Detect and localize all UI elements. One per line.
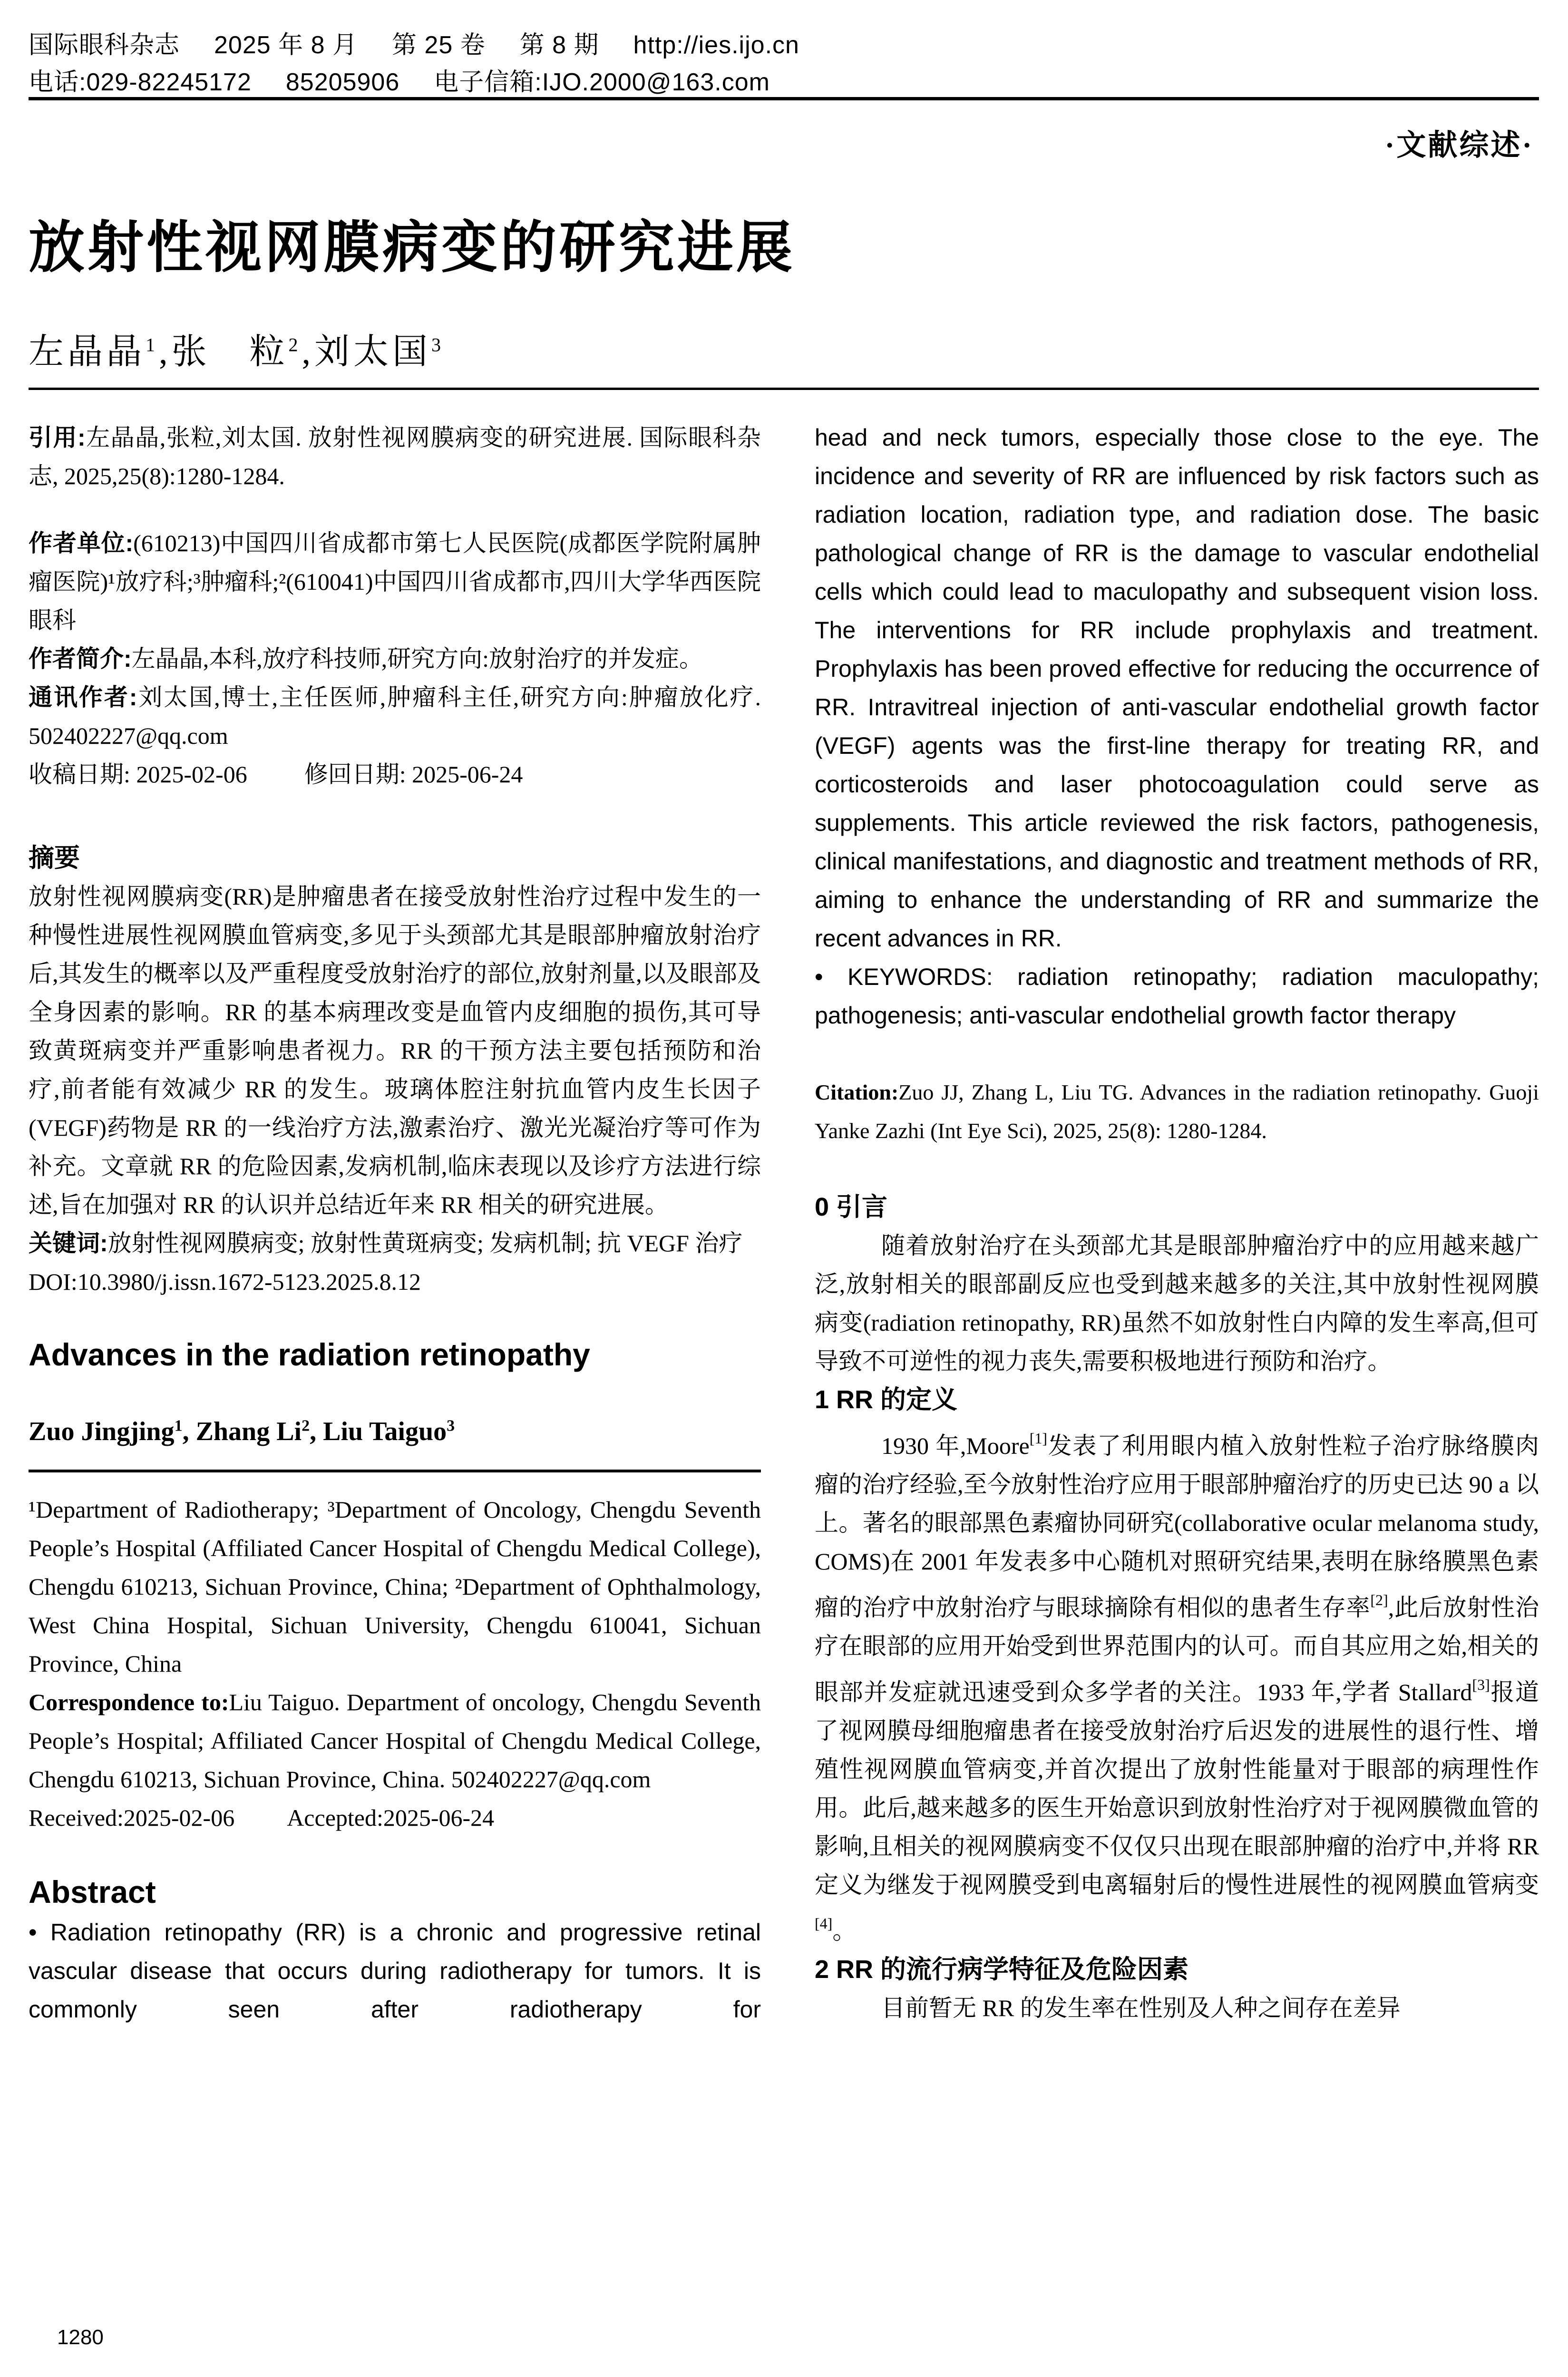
correspondence-label: Correspondence to: (29, 1689, 229, 1715)
abstract-heading-cn: 摘要 (29, 844, 80, 872)
text-run: 发表了利用眼内植入放射性粒子治疗脉络膜肉瘤的治疗经验,至今放射性治疗应用于眼部肿瘤治疗的历史已达 90 a 以上。著名的眼部黑色素瘤协同研究(collaborative ocular melanoma study, COMS)在 2001 年发表多中心随机对照研究结果,表明在脉络膜黑色素瘤的治疗中放射治疗与眼球摘除有相似的患者生存率 (815, 1432, 1539, 1621)
author-mark-en: 2 (302, 1417, 310, 1435)
author-name-en: Liu Taiguo (323, 1417, 447, 1446)
author-affiliation-mark: 3 (431, 334, 445, 356)
dates-cn (29, 755, 761, 794)
doi[interactable]: DOI:10.3980/j.issn.1672-5123.2025.8.12 (29, 1268, 421, 1295)
accepted-en: Accepted:2025-06-24 (287, 1804, 495, 1831)
received-en: Received:2025-02-06 (29, 1804, 235, 1831)
citation-en (815, 1073, 1539, 1150)
text-run: 。 (832, 1918, 857, 1944)
author-name: 刘太国 (314, 332, 431, 371)
article-title: 放射性视网膜病变的研究进展 (29, 216, 796, 279)
affiliation-en: ¹Department of Radiotherapy; ³Department of Oncology, Chengdu Seventh People’s Hospital (Affiliated Cancer Hospital of Chengdu Medical College), Chengdu 610213, Sichuan Province, China; ²Department of Ophthalmology, West China Hospital, Sichuan University, Chengdu 610041, Sichuan Province, China (29, 1496, 761, 1677)
author-name: 左晶晶 (29, 332, 146, 371)
revised-date: 修回日期: 2025-06-24 (304, 761, 523, 788)
bio-label: 作者简介: (29, 645, 132, 672)
abstract-en-continued: head and neck tumors, especially those close to the eye. The incidence and severity of RR are influenced by risk factors such as radiation location, radiation type, and radiation dose. The basic pathological change of RR is the damage to vascular endothelial cells which could lead to maculopathy and subsequent vision loss. The interventions for RR include prophylaxis and treatment. Prophylaxis has been proved effective for reducing the occurrence of RR. Intravitreal injection of anti-vascular endothelial growth factor (VEGF) agents was the first-line therapy for treating RR, and corticosteroids and laser photocoagulation could serve as supplements. This article reviewed the risk factors, pathogenesis, clinical manifestations, and diagnostic and treatment methods of RR, aiming to enhance the understanding of RR and summarize the recent advances in RR. (815, 424, 1539, 952)
running-header-line1 (29, 25, 834, 60)
epidemiology-paragraph: 目前暂无 RR 的发生率在性别及人种之间存在差异 (881, 1995, 1401, 2021)
reference-2[interactable]: [2] (1370, 1591, 1388, 1608)
keywords-cn (29, 1224, 761, 1263)
author-name-en: Zuo Jingjing (29, 1417, 175, 1446)
citation-en-text: Zuo JJ, Zhang L, Liu TG. Advances in the radiation retinopathy. Guoji Yanke Zazhi (Int Eye Sci), 2025, 25(8): 1280-1284. (815, 1080, 1539, 1143)
definition-paragraph (815, 1419, 1539, 1950)
correspondence-en (29, 1683, 761, 1799)
issue-number: 第 8 期 (519, 31, 599, 59)
author-affiliation-mark: 1 (146, 334, 159, 356)
corr-label: 通讯作者: (29, 684, 137, 711)
volume: 第 25 卷 (391, 31, 486, 59)
text-run: 报道了视网膜母细胞瘤患者在接受放射治疗后迟发的进展性的退行性、增殖性视网膜血管病变,并首次提出了放射性能量对于眼部的病理性作用。此后,越来越多的医生开始意识到放射性治疗对于视网膜微血管的影响,且相关的视网膜病变不仅仅只出现在眼部肿瘤的治疗中,并将 RR 定义为继发于视网膜受到电离辐射后的慢性进展性的视网膜血管病变 (815, 1679, 1539, 1898)
corresponding-author (29, 678, 761, 755)
phone-secondary: 85205906 (285, 68, 400, 96)
affiliation-text: (610213)中国四川省成都市第七人民医院(成都医学院附属肿瘤医院)¹放疗科;³肿瘤科;²(610041)中国四川省成都市,四川大学华西医院眼科 (29, 530, 761, 633)
text-run: 1930 年,Moore (881, 1432, 1030, 1459)
reference-1[interactable]: [1] (1029, 1430, 1048, 1447)
bio-text: 左晶晶,本科,放疗科技师,研究方向:放射治疗的并发症。 (131, 645, 703, 672)
affiliation-cn (29, 524, 761, 640)
reference-3[interactable]: [3] (1472, 1676, 1490, 1693)
english-title-rule (29, 1470, 761, 1472)
keywords-en-text: radiation retinopathy; radiation maculopathy; pathogenesis; anti-vascular endothelial growth factor therapy (815, 964, 1539, 1029)
journal-url[interactable]: http://ies.ijo.cn (633, 31, 799, 59)
header-rule (29, 97, 1539, 100)
reference-4[interactable]: [4] (815, 1915, 833, 1932)
author-name-en: Zhang Li (195, 1417, 302, 1446)
author-name: 张 粒 (171, 332, 289, 371)
right-column (815, 409, 1539, 2027)
citation-label: 引用: (29, 424, 86, 451)
author-mark-en: 3 (447, 1417, 455, 1435)
authors-en: Zuo Jingjing$^1$, Zhang Li$^2$, Liu Taiguo$^3$ (29, 1417, 455, 1446)
keywords-label: 关键词: (29, 1230, 108, 1257)
title-rule (29, 388, 1539, 390)
keywords-en-label: • KEYWORDS: (815, 964, 993, 990)
left-column (29, 409, 761, 2029)
section-label: ·文献综述· (1384, 129, 1534, 162)
section-heading-introduction: 0 引言 (815, 1193, 888, 1221)
keywords-en (815, 958, 1539, 1035)
abstract-heading-en: Abstract (29, 1874, 156, 1909)
corr-text: 刘太国,博士,主任医师,肿瘤科主任,研究方向:肿瘤放化疗. 502402227@qq.com (29, 684, 761, 749)
affiliation-label: 作者单位: (29, 530, 134, 556)
author-affiliation-mark: 2 (288, 334, 302, 356)
author-mark-en: 1 (174, 1417, 183, 1435)
page-number: 1280 (57, 2326, 104, 2349)
received-date: 收稿日期: 2025-02-06 (29, 761, 247, 788)
phone: 电话:029-82245172 (29, 68, 252, 96)
keywords-text: 放射性视网膜病变; 放射性黄斑病变; 发病机制; 抗 VEGF 治疗 (107, 1230, 743, 1257)
introduction-paragraph: 随着放射治疗在头颈部尤其是眼部肿瘤治疗中的应用越来越广泛,放射相关的眼部副反应也受到越来越多的关注,其中放射性视网膜病变(radiation retinopathy, RR)虽然不如放射性白内障的发生率高,但可导致不可逆性的视力丧失,需要积极地进行预防和治疗。 (815, 1232, 1539, 1374)
abstract-cn: 放射性视网膜病变(RR)是肿瘤患者在接受放射性治疗过程中发生的一种慢性进展性视网膜血管病变,多见于头颈部尤其是眼部肿瘤放射治疗后,其发生的概率以及严重程度受放射治疗的部位,放射剂量,以及眼部及全身因素的影响。RR 的基本病理改变是血管内皮细胞的损伤,其可导致黄斑病变并严重影响患者视力。RR 的干预方法主要包括预防和治疗,前者能有效减少 RR 的发生。玻璃体腔注射抗血管内皮生长因子(VEGF)药物是 RR 的一线治疗方法,激素治疗、激光光凝治疗等可作为补充。文章就 RR 的危险因素,发病机制,临床表现以及诊疗方法进行综述,旨在加强对 RR 的认识并总结近年来 RR 相关的研究进展。 (29, 883, 761, 1218)
citation-en-label: Citation: (815, 1080, 899, 1104)
running-header-line2 (29, 62, 804, 97)
journal-name: 国际眼科杂志 (29, 31, 180, 59)
citation-text: 左晶晶,张粒,刘太国. 放射性视网膜病变的研究进展. 国际眼科杂志, 2025,25(8):1280-1284. (29, 424, 761, 489)
email[interactable]: 电子信箱:IJO.2000@163.com (434, 68, 770, 96)
text-run: ,此后放射性治疗在眼部的应用开始受到世界范围内的认可。而自其应用之始,相关的眼部并发症就迅速受到众多学者的关注。1933 年,学者 Stallard (815, 1594, 1539, 1705)
title-en: Advances in the radiation retinopathy (29, 1337, 590, 1372)
authors-cn: 左晶晶$^1$,张 粒$^2$,刘太国$^3$ (29, 332, 445, 371)
section-heading-definition: 1 RR 的定义 (815, 1385, 958, 1414)
abstract-en-start: • Radiation retinopathy (RR) is a chronic and progressive retinal vascular disease that occurs during radiotherapy for tumors. It is commonly seen after radiotherapy for (29, 1919, 761, 2023)
issue-date: 2025 年 8 月 (214, 31, 358, 59)
correspondence-text: Liu Taiguo. Department of oncology, Chengdu Seventh People’s Hospital; Affiliated Cancer Hospital of Chengdu Medical College, Chengdu 610213, Sichuan Province, China. 502402227@qq.com (29, 1689, 761, 1792)
citation-cn (29, 419, 761, 496)
author-bio (29, 640, 761, 678)
dates-en (29, 1799, 761, 1837)
section-heading-epidemiology: 2 RR 的流行病学特征及危险因素 (815, 1955, 1189, 1984)
